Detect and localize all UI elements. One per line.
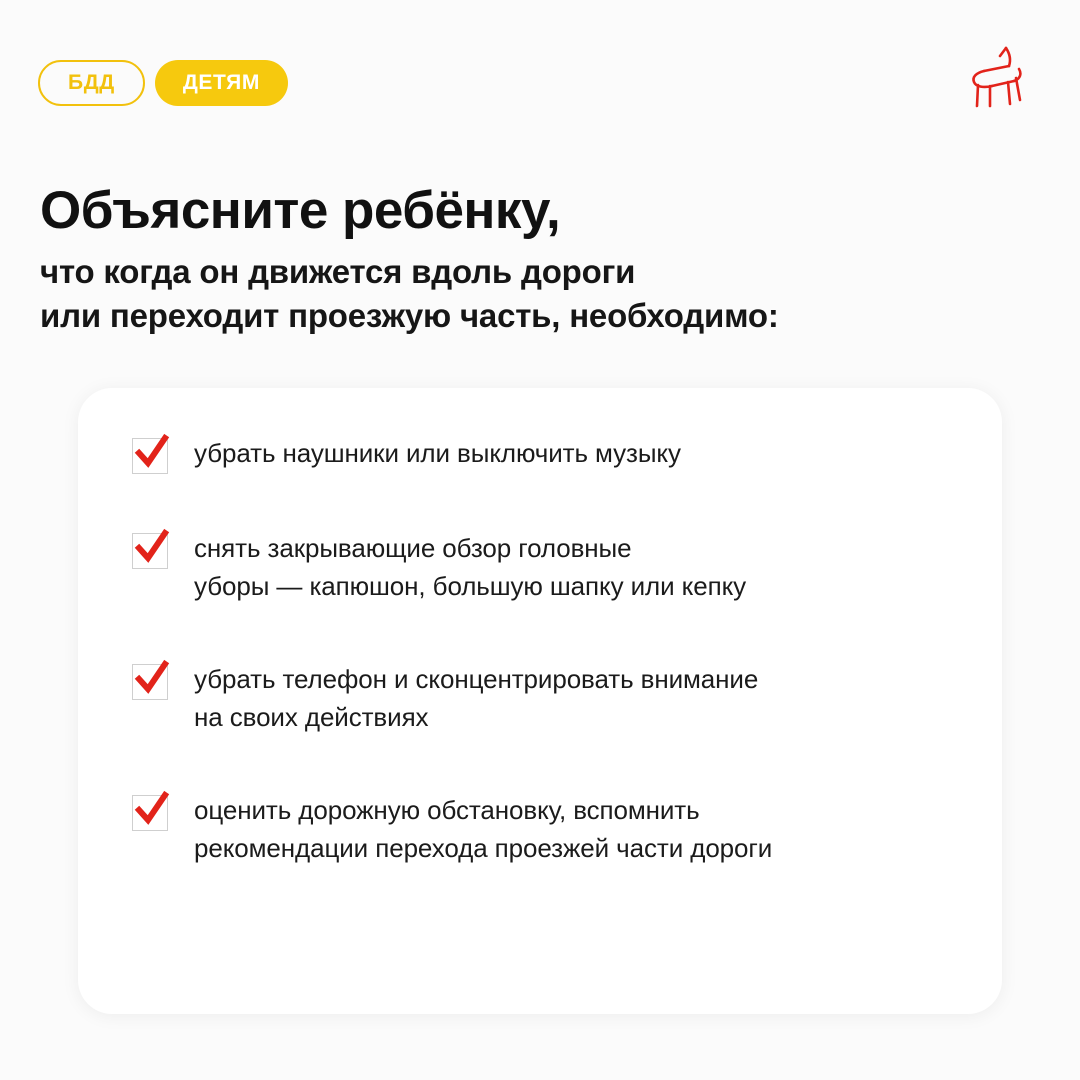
list-item-line-2: на своих действиях <box>194 702 429 732</box>
list-item-text <box>194 434 681 472</box>
list-item-text <box>194 529 746 605</box>
list-item-text <box>194 660 758 736</box>
list-item[interactable] <box>132 529 956 605</box>
checklist-card <box>78 388 1002 1014</box>
list-item[interactable] <box>132 660 956 736</box>
checkbox-checked-icon[interactable] <box>132 533 168 569</box>
checklist <box>132 434 956 867</box>
checkbox-checked-icon[interactable] <box>132 795 168 831</box>
red-horse-logo-icon <box>966 44 1028 110</box>
checkbox-checked-icon[interactable] <box>132 438 168 474</box>
checkbox-checked-icon[interactable] <box>132 664 168 700</box>
list-item-line-1: снять закрывающие обзор головные <box>194 533 632 563</box>
list-item-line-1: убрать наушники или выключить музыку <box>194 438 681 468</box>
list-item-line-1: оценить дорожную обстановку, вспомнить <box>194 795 700 825</box>
page-title: Объясните ребёнку, <box>40 181 561 240</box>
list-item-line-1: убрать телефон и сконцентрировать внимание <box>194 664 759 694</box>
tag-detyam-label: ДЕТЯМ <box>182 71 260 94</box>
headline-block <box>40 182 1000 338</box>
list-item-line-2: рекомендации перехода проезжей части дороги <box>194 833 773 863</box>
list-item[interactable] <box>132 434 956 474</box>
subtitle-line-2: или переходит проезжую часть, необходимо: <box>40 297 779 334</box>
tag-bdd[interactable] <box>38 60 145 106</box>
tag-row <box>38 60 288 106</box>
list-item-text <box>194 791 772 867</box>
list-item[interactable] <box>132 791 956 867</box>
list-item-line-2: уборы — капюшон, большую шапку или кепку <box>194 571 747 601</box>
tag-detyam[interactable] <box>155 60 288 106</box>
subtitle-line-1: что когда он движется вдоль дороги <box>40 253 636 290</box>
tag-bdd-label: БДД <box>68 71 115 94</box>
